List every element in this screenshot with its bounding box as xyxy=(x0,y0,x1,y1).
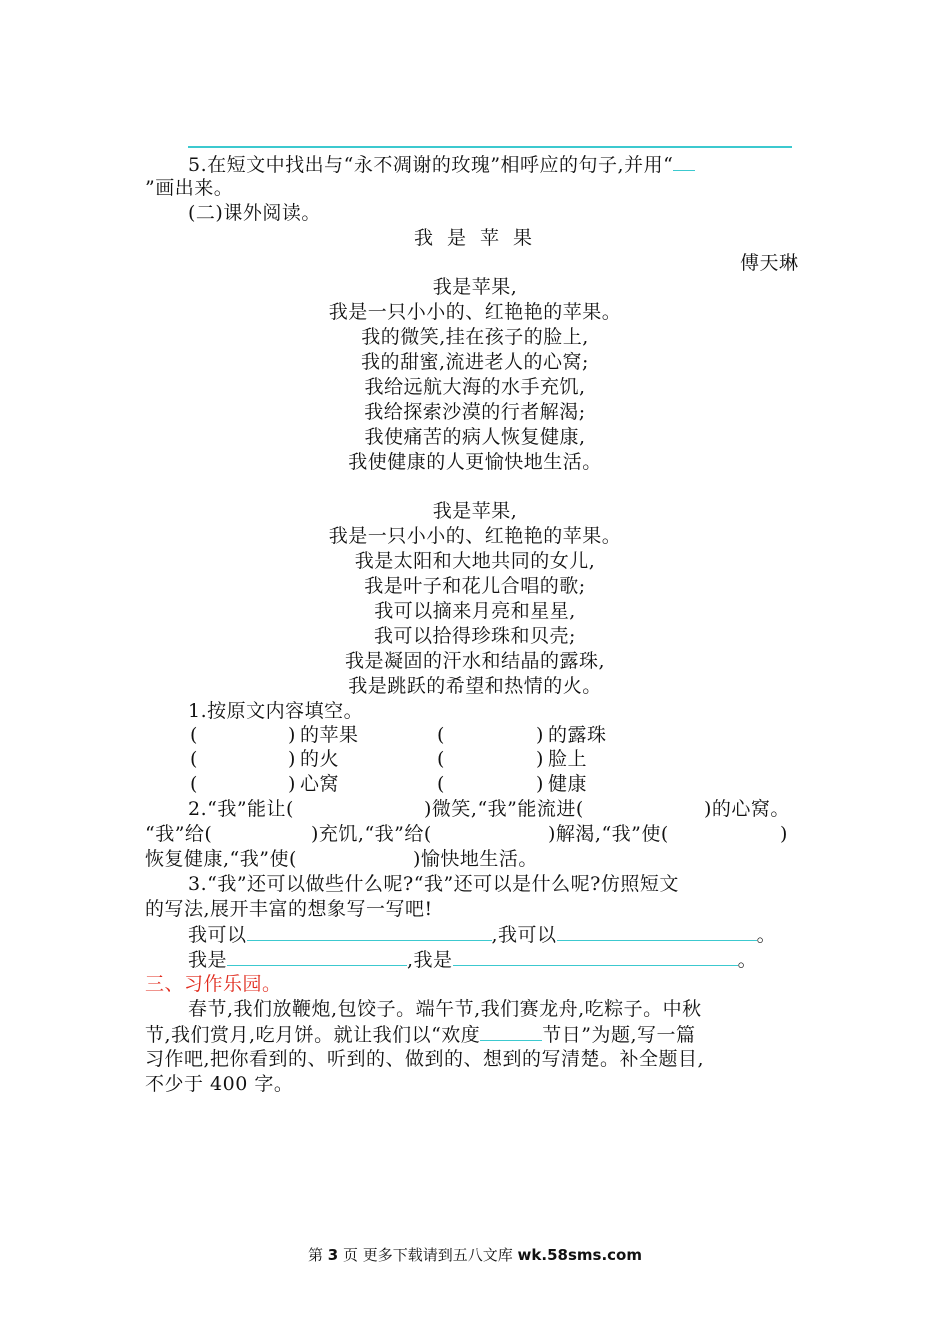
poem-author: 傅天琳 xyxy=(740,252,799,274)
answer-row-1-end: 。 xyxy=(756,924,777,946)
poem-line: 我可以拾得珍珠和贝壳; xyxy=(374,625,576,647)
fill-row-1-left-text: 的苹果 xyxy=(300,724,359,746)
fill-row-3-right-close: ) xyxy=(536,773,544,795)
question-2-line1c: )的心窝。 xyxy=(704,798,790,820)
title-blank[interactable] xyxy=(480,1022,542,1041)
question-2-line2c: )解渴,“我”使( xyxy=(548,823,669,845)
section-3-line1: 春节,我们放鞭炮,包饺子。端午节,我们赛龙舟,吃粽子。中秋 xyxy=(188,998,702,1020)
answer-blank[interactable] xyxy=(227,947,407,966)
question-5-line2: ”画出来。 xyxy=(145,177,234,199)
section-3-title: 三、习作乐园。 xyxy=(145,973,282,995)
poem-title: 我 是 苹 果 xyxy=(413,227,537,249)
answer-row-1-middle: ,我可以 xyxy=(491,924,557,946)
poem-line: 我是凝固的汗水和结晶的露珠, xyxy=(344,650,606,672)
poem-line: 我是跳跃的希望和热情的火。 xyxy=(348,675,602,697)
page-number: 3 xyxy=(327,1246,339,1264)
question-3-line2: 的写法,展开丰富的想象写一写吧! xyxy=(145,898,433,920)
answer-row-1 xyxy=(188,922,776,947)
page-footer xyxy=(0,1244,950,1265)
question-3-line1: 3.“我”还可以做些什么呢?“我”还可以是什么呢?仿照短文 xyxy=(188,873,679,895)
answer-blank[interactable] xyxy=(247,922,492,941)
question-1-title: 1.按原文内容填空。 xyxy=(188,700,364,722)
question-2-line3b: )愉快地生活。 xyxy=(413,848,538,870)
footer-site-link[interactable]: wk.58sms.com xyxy=(517,1246,642,1264)
section-3-line2-end: 节日”为题,写一篇 xyxy=(542,1024,696,1046)
footer-prefix: 第 xyxy=(308,1246,328,1264)
question-2-line1b: )微笑,“我”能流进( xyxy=(424,798,584,820)
question-5-line1 xyxy=(188,152,695,177)
poem-line: 我使健康的人更愉快地生活。 xyxy=(348,451,602,473)
fill-row-3-right-open: ( xyxy=(437,773,445,795)
fill-row-2-right-open: ( xyxy=(437,748,445,770)
poem-line: 我给探索沙漠的行者解渴; xyxy=(364,401,586,423)
section-3-line3: 习作吧,把你看到的、听到的、做到的、想到的写清楚。补全题目, xyxy=(145,1048,705,1070)
answer-row-2-middle: ,我是 xyxy=(407,949,453,971)
poem-line: 我可以摘来月亮和星星, xyxy=(374,600,576,622)
answer-row-2-end: 。 xyxy=(737,949,758,971)
footer-text: 页 更多下载请到五八文库 xyxy=(338,1246,518,1264)
question-2-line2a: “我”给( xyxy=(145,823,213,845)
fill-row-3-left-close: ) xyxy=(288,773,296,795)
poem-line: 我是苹果, xyxy=(432,500,518,522)
question-5-text: 5.在短文中找出与“永不凋谢的玫瑰”相呼应的句子,并用“ xyxy=(188,154,674,176)
poem-line: 我是太阳和大地共同的女儿, xyxy=(354,550,596,572)
fill-row-2-left-close: ) xyxy=(288,748,296,770)
fill-row-1-right-text: 的露珠 xyxy=(548,724,607,746)
underline-sample xyxy=(673,152,695,171)
poem-line: 我是一只小小的、红艳艳的苹果。 xyxy=(328,301,622,323)
poem-line: 我是叶子和花儿合唱的歌; xyxy=(364,575,586,597)
answer-blank[interactable] xyxy=(453,947,738,966)
section-3-line2 xyxy=(145,1022,696,1047)
poem-line: 我的微笑,挂在孩子的脸上, xyxy=(361,326,589,348)
poem-line: 我是一只小小的、红艳艳的苹果。 xyxy=(328,525,622,547)
fill-row-1-right-close: ) xyxy=(536,724,544,746)
answer-line xyxy=(188,146,792,148)
answer-row-2 xyxy=(188,947,757,972)
fill-row-3-right-text: 健康 xyxy=(548,773,588,795)
fill-row-3-left-text: 心窝 xyxy=(300,773,340,795)
question-2-line2d: ) xyxy=(780,823,788,845)
section-3-line2-start: 节,我们赏月,吃月饼。就让我们以“欢度 xyxy=(145,1024,481,1046)
fill-row-1-left-close: ) xyxy=(288,724,296,746)
fill-row-3-left-open: ( xyxy=(190,773,198,795)
fill-row-1-right-open: ( xyxy=(437,724,445,746)
answer-row-1-prefix: 我可以 xyxy=(188,924,247,946)
fill-row-2-left-open: ( xyxy=(190,748,198,770)
answer-row-2-prefix: 我是 xyxy=(188,949,228,971)
question-2-line2b: )充饥,“我”给( xyxy=(311,823,432,845)
poem-line: 我是苹果, xyxy=(432,276,518,298)
fill-row-2-right-text: 脸上 xyxy=(548,748,588,770)
section-3-line4: 不少于 400 字。 xyxy=(145,1073,294,1095)
fill-row-2-right-close: ) xyxy=(536,748,544,770)
fill-row-2-left-text: 的火 xyxy=(300,748,340,770)
poem-line: 我给远航大海的水手充饥, xyxy=(364,376,586,398)
poem-line: 我使痛苦的病人恢复健康, xyxy=(364,426,586,448)
answer-blank[interactable] xyxy=(557,922,757,941)
section-2-title: (二)课外阅读。 xyxy=(188,202,321,224)
question-2-line1a: 2.“我”能让( xyxy=(188,798,294,820)
question-2-line3a: 恢复健康,“我”使( xyxy=(145,848,297,870)
fill-row-1-left-open: ( xyxy=(190,724,198,746)
poem-line: 我的甜蜜,流进老人的心窝; xyxy=(361,351,589,373)
